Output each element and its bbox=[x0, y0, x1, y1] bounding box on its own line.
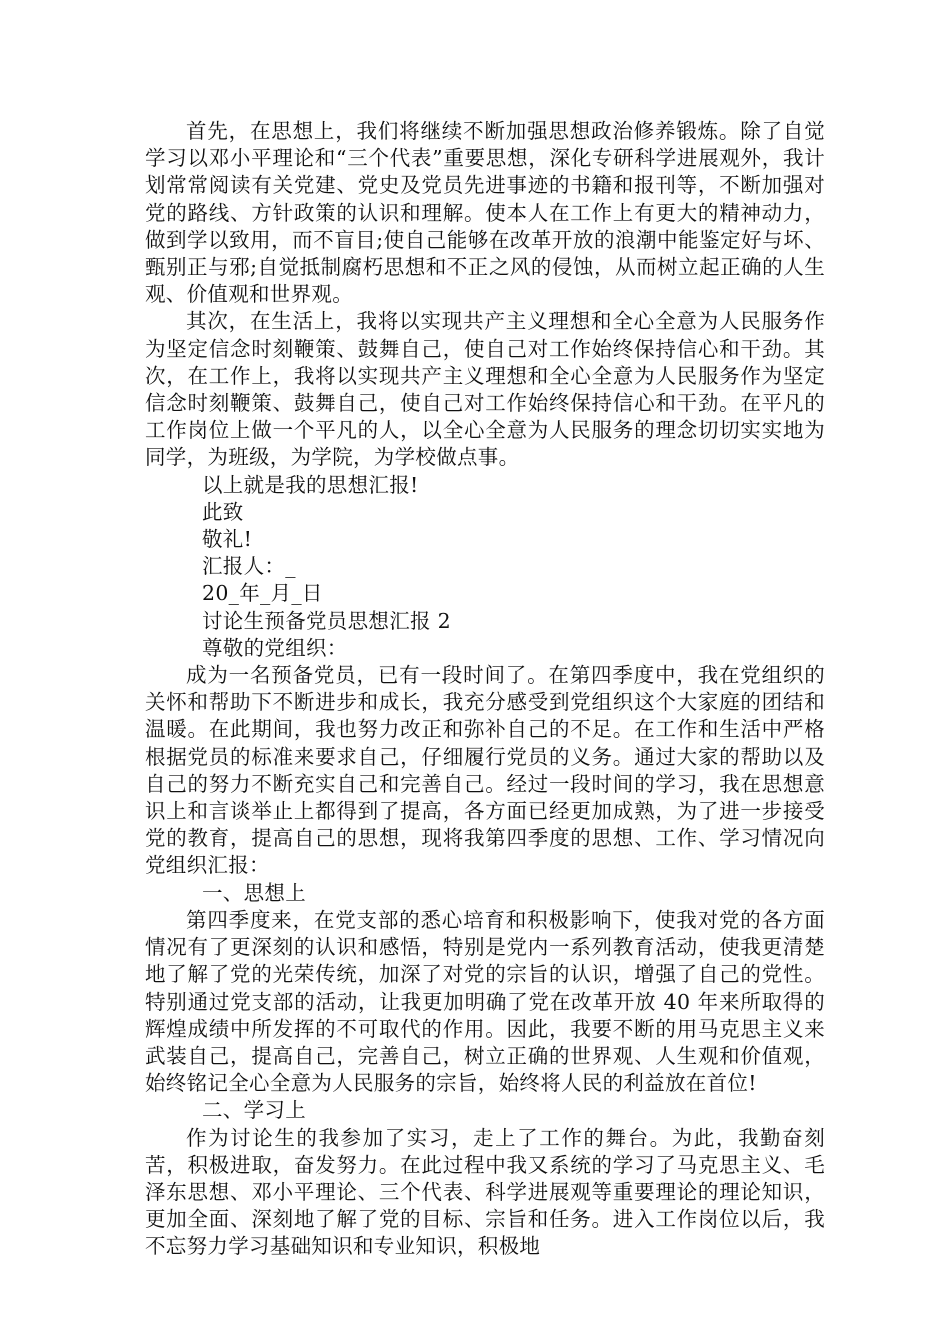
paragraph-study: 作为讨论生的我参加了实习，走上了工作的舞台。为此，我勤奋刻苦，积极进取，奋发努力。在此过程中我又系统的学习了马克思主义、毛泽东思想、邓小平理论、三个代表、科学进展观等重要理论的理论知识，更加全面、深刻地了解了党的目标、宗旨和任务。进入工作岗位以后，我不忘努力学习基础知识和专业知识，积极地 bbox=[145, 1125, 825, 1259]
heading-study: 二、学习上 bbox=[202, 1098, 306, 1123]
greeting-line: 尊敬的党组织： bbox=[202, 635, 348, 660]
document-page bbox=[145, 118, 825, 1261]
section-title: 讨论生预备党员思想汇报 2 bbox=[202, 608, 451, 633]
paragraph-thought-detail: 第四季度来，在党支部的悉心培育和积极影响下，使我对党的各方面情况有了更深刻的认识和感悟，特别是党内一系列教育活动，使我更清楚地了解了党的光荣传统，加深了对党的宗旨的认识，增强了自己的党性。特别通过党支部的活动，让我更加明确了党在改革开放 40 年来所取得的辉煌成绩中所发挥的不可取代的作用。因此，我要不断的用马克思主义来武装自己，提高自己，完善自己，树立正确的世界观、人生观和价值观，始终铭记全心全意为人民服务的宗旨，始终将人民的利益放在首位! bbox=[145, 907, 825, 1096]
heading-thought: 一、思想上 bbox=[202, 880, 306, 905]
salutation-cizhi: 此致 bbox=[202, 499, 244, 524]
salutation-jingli: 敬礼! bbox=[202, 527, 253, 552]
paragraph-life-work: 其次，在生活上，我将以实现共产主义理想和全心全意为人民服务作为坚定信念时刻鞭策、鼓舞自己，使自己对工作始终保持信心和干劲。其次，在工作上，我将以实现共产主义理想和全心全意为人民服务作为坚定信念时刻鞭策、鼓舞自己，使自己对工作始终保持信心和干劲。在平凡的工作岗位上做一个平凡的人，以全心全意为人民服务的理念切切实实地为同学，为班级，为学院，为学校做点事。 bbox=[145, 309, 825, 470]
reporter-line: 汇报人：_ bbox=[202, 554, 296, 579]
paragraph-thought: 首先，在思想上，我们将继续不断加强思想政治修养锻炼。除了自觉学习以邓小平理论和“三个代表”重要思想，深化专研科学进展观外，我计划常常阅读有关党建、党史及党员先进事迹的书籍和报刊等，不断加强对党的路线、方针政策的认识和理解。使本人在工作上有更大的精神动力，做到学以致用，而不盲目;使自己能够在改革开放的浪潮中能鉴定好与坏、甄别正与邪;自觉抵制腐朽思想和不正之风的侵蚀，从而树立起正确的人生观、价值观和世界观。 bbox=[145, 119, 825, 307]
paragraph-intro: 成为一名预备党员，已有一段时间了。在第四季度中，我在党组织的关怀和帮助下不断进步和成长，我充分感受到党组织这个大家庭的团结和温暖。在此期间，我也努力改正和弥补自己的不足。在工作和生活中严格根据党员的标准来要求自己，仔细履行党员的义务。通过大家的帮助以及自己的努力不断充实自己和完善自己。经过一段时间的学习，我在思想意识上和言谈举止上都得到了提高，各方面已经更加成熟，为了进一步接受党的教育，提高自己的思想，现将我第四季度的思想、工作、学习情况向党组织汇报： bbox=[145, 663, 825, 878]
closing-line: 以上就是我的思想汇报! bbox=[202, 472, 419, 497]
date-line: 20_年_月_日 bbox=[202, 581, 323, 606]
